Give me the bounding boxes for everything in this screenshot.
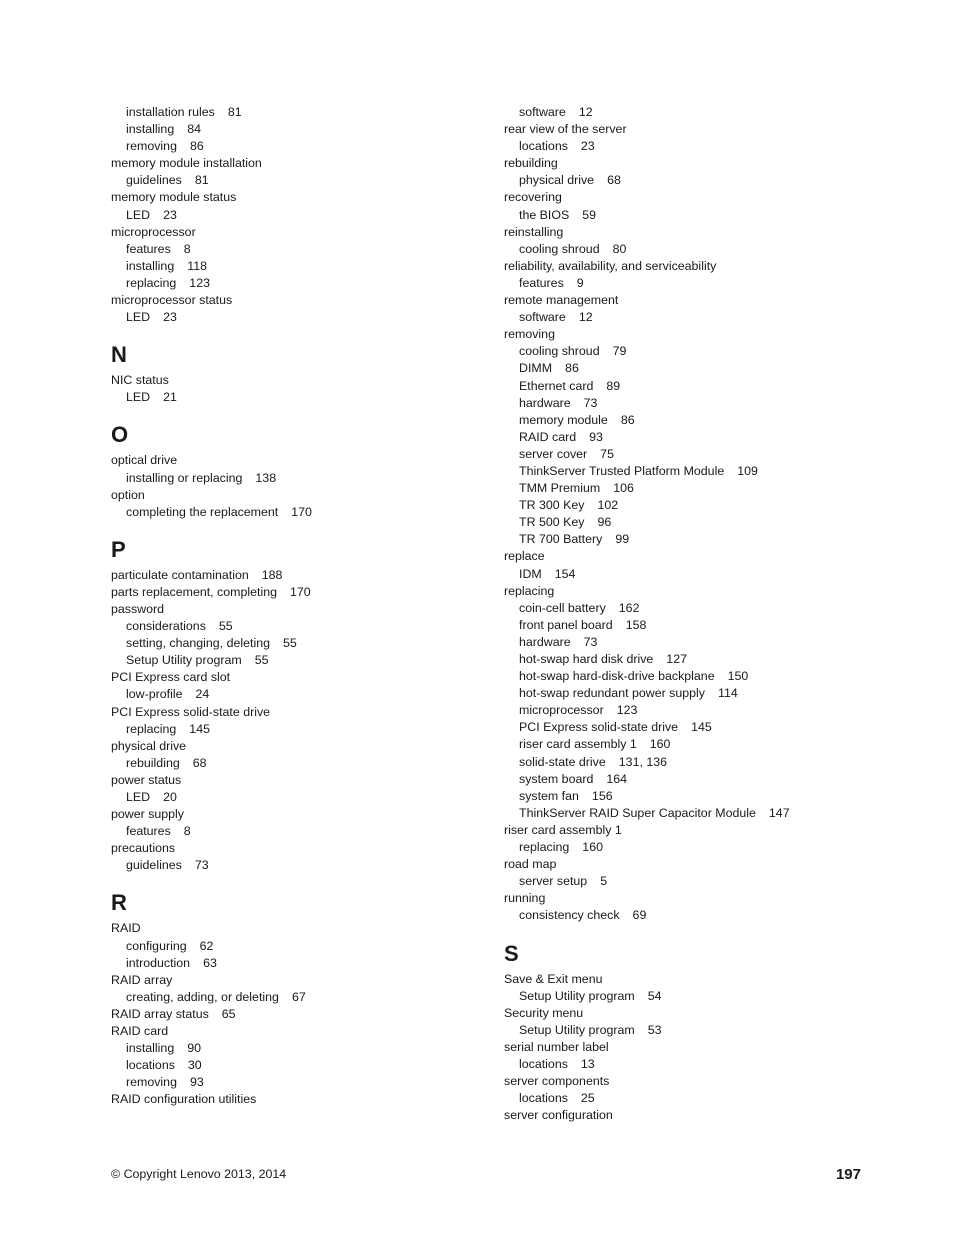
index-term: front panel board xyxy=(519,617,613,632)
index-entry xyxy=(504,1107,904,1124)
index-term: Setup Utility program xyxy=(519,988,635,1003)
index-entry xyxy=(504,326,904,343)
index-term: option xyxy=(111,487,145,502)
index-page-ref[interactable]: 12 xyxy=(578,310,593,325)
index-term: replacing xyxy=(126,721,177,736)
index-term: riser card assembly 1 xyxy=(519,737,637,752)
index-page-ref[interactable]: 73 xyxy=(583,634,598,649)
index-term: IDM xyxy=(519,566,542,581)
index-subentry xyxy=(504,651,904,668)
index-term: configuring xyxy=(126,938,187,953)
index-term: installing xyxy=(126,1041,175,1056)
index-subentry xyxy=(504,207,904,224)
index-subentry xyxy=(504,1022,904,1039)
index-term: PCI Express card slot xyxy=(111,670,231,685)
index-subentry xyxy=(504,754,904,771)
index-page-ref[interactable]: 106 xyxy=(613,481,634,496)
index-entry xyxy=(504,155,904,172)
index-subentry xyxy=(504,241,904,258)
index-page-ref[interactable]: 69 xyxy=(632,908,647,923)
index-subentry xyxy=(111,309,481,326)
index-term: memory module xyxy=(519,412,608,427)
index-subentry xyxy=(504,873,904,890)
index-page-ref[interactable]: 96 xyxy=(597,515,612,530)
index-term: completing the replacement xyxy=(126,504,279,519)
index-page-ref[interactable]: 188 xyxy=(261,567,283,582)
index-term: software xyxy=(519,310,566,325)
index-entry xyxy=(111,1006,481,1023)
index-subentry xyxy=(504,360,904,377)
index-term: hot-swap hard disk drive xyxy=(519,652,654,666)
index-subentry xyxy=(111,755,481,772)
index-subentry xyxy=(111,172,481,189)
index-term: DIMM xyxy=(519,361,553,376)
index-page-ref[interactable]: 68 xyxy=(192,755,207,770)
index-page-ref[interactable]: 154 xyxy=(554,566,576,581)
index-page-ref[interactable]: 84 xyxy=(187,122,202,137)
index-entry xyxy=(504,258,904,275)
index-term: features xyxy=(126,824,171,839)
index-term: memory module installation xyxy=(111,156,262,171)
index-term: TMM Premium xyxy=(519,481,601,496)
index-term: serial number label xyxy=(504,1039,609,1054)
index-subentry xyxy=(111,1040,481,1057)
index-term: system board xyxy=(519,771,594,786)
index-page-ref[interactable]: 147 xyxy=(768,805,790,820)
index-page-ref[interactable]: 81 xyxy=(194,173,209,188)
index-page-ref[interactable]: 59 xyxy=(582,207,597,222)
index-page-ref[interactable]: 23 xyxy=(163,207,177,222)
index-term: locations xyxy=(519,1056,568,1071)
index-subentry xyxy=(504,771,904,788)
index-page-ref[interactable]: 12 xyxy=(578,105,593,119)
index-term: LED xyxy=(126,790,151,804)
index-entry xyxy=(111,601,481,618)
index-page-ref[interactable]: 93 xyxy=(189,1075,204,1090)
index-page-ref[interactable]: 127 xyxy=(666,652,687,666)
index-entry xyxy=(504,1005,904,1022)
index-term: reliability, availability, and serviceability xyxy=(504,258,717,273)
index-subentry xyxy=(504,617,904,634)
index-term: rebuilding xyxy=(504,156,558,171)
index-page-ref[interactable]: 13 xyxy=(580,1056,595,1071)
index-term: rear view of the server xyxy=(504,122,627,137)
index-term: microprocessor xyxy=(111,224,196,239)
index-subentry xyxy=(504,1056,904,1073)
index-page-ref[interactable]: 156 xyxy=(591,788,613,803)
index-term: RAID xyxy=(111,921,141,936)
index-page-ref[interactable]: 55 xyxy=(254,653,269,668)
index-term: features xyxy=(126,241,171,256)
index-subentry xyxy=(504,497,904,514)
index-term: coin-cell battery xyxy=(519,600,606,615)
index-subentry xyxy=(504,988,904,1005)
section-letter-heading: P xyxy=(111,536,126,562)
index-term: consistency check xyxy=(519,908,620,923)
section-letter-heading: R xyxy=(111,890,127,916)
index-page-ref[interactable]: 73 xyxy=(583,395,598,410)
index-term: password xyxy=(111,601,165,616)
index-term: hot-swap hard-disk-drive backplane xyxy=(519,669,715,684)
index-term: replace xyxy=(504,549,545,564)
index-subentry xyxy=(504,668,904,685)
index-subentry xyxy=(111,389,481,406)
index-entry xyxy=(111,487,481,504)
index-subentry xyxy=(111,686,481,703)
index-entry xyxy=(504,1073,904,1090)
index-term: server setup xyxy=(519,874,588,889)
page-number: 197 xyxy=(835,1166,861,1183)
index-term: Setup Utility program xyxy=(126,653,242,668)
index-term: road map xyxy=(504,857,557,872)
index-subentry xyxy=(504,566,904,583)
index-entry xyxy=(504,548,904,565)
index-page-ref[interactable]: 90 xyxy=(187,1041,202,1056)
index-term: Ethernet card xyxy=(519,378,594,393)
index-subentry xyxy=(504,395,904,412)
index-page-ref[interactable]: 20 xyxy=(163,790,177,804)
index-term: server components xyxy=(504,1074,610,1089)
index-column-left xyxy=(111,104,481,1109)
index-entry xyxy=(504,1039,904,1056)
index-term: Save & Exit menu xyxy=(504,971,603,986)
index-term: remote management xyxy=(504,293,619,308)
index-term: hot-swap redundant power supply xyxy=(519,686,705,701)
index-page-ref[interactable]: 55 xyxy=(218,619,233,634)
index-entry xyxy=(504,189,904,206)
index-page-ref[interactable]: 21 xyxy=(163,390,177,405)
index-page-ref[interactable]: 9 xyxy=(576,275,584,290)
index-term: guidelines xyxy=(126,173,182,188)
index-subentry xyxy=(504,634,904,651)
index-entry xyxy=(504,971,904,988)
index-term: memory module status xyxy=(111,190,237,205)
footer-copyright: © Copyright Lenovo 2013, 2014 xyxy=(111,1167,287,1181)
index-subentry xyxy=(111,635,481,652)
index-term: installing xyxy=(126,258,175,273)
index-page-ref[interactable]: 162 xyxy=(618,600,640,615)
index-page-ref[interactable]: 23 xyxy=(163,310,177,325)
index-term: server cover xyxy=(519,446,588,461)
index-page-ref[interactable]: 62 xyxy=(199,938,214,953)
index-term: microprocessor xyxy=(519,703,604,718)
index-term: Security menu xyxy=(504,1005,584,1020)
index-entry xyxy=(504,224,904,241)
index-entry xyxy=(111,772,481,789)
index-term: LED xyxy=(126,207,151,222)
index-page-ref[interactable]: 86 xyxy=(620,412,635,427)
index-term: TR 700 Battery xyxy=(519,532,603,547)
section-letter-heading: O xyxy=(111,422,129,448)
index-page-ref[interactable]: 93 xyxy=(589,429,603,444)
index-page-ref[interactable]: 73 xyxy=(194,858,209,873)
index-page-ref[interactable]: 145 xyxy=(691,720,712,735)
index-subentry xyxy=(111,104,481,121)
index-page-ref[interactable]: 75 xyxy=(600,446,614,461)
index-entry xyxy=(111,292,481,309)
index-term: locations xyxy=(519,1091,568,1106)
index-subentry xyxy=(504,138,904,155)
index-entry xyxy=(504,822,904,839)
index-entry xyxy=(504,890,904,907)
index-entry xyxy=(111,224,481,241)
index-page-ref[interactable]: 114 xyxy=(717,686,738,701)
index-page-ref[interactable]: 55 xyxy=(282,636,297,651)
index-entry xyxy=(111,806,481,823)
index-term: LED xyxy=(126,310,151,325)
index-entry xyxy=(111,372,481,389)
index-term: replacing xyxy=(126,275,177,290)
index-page-ref[interactable]: 138 xyxy=(255,470,277,485)
index-entry xyxy=(504,583,904,600)
index-term: LED xyxy=(126,390,151,405)
index-subentry xyxy=(504,907,904,924)
index-term: riser card assembly 1 xyxy=(504,822,622,837)
index-entry xyxy=(504,856,904,873)
index-subentry xyxy=(111,823,481,840)
index-subentry xyxy=(111,138,481,155)
index-page-ref[interactable]: 24 xyxy=(195,687,210,702)
index-term: considerations xyxy=(126,619,206,634)
index-term: recovering xyxy=(504,190,562,205)
index-term: removing xyxy=(126,1075,177,1090)
index-subentry xyxy=(111,989,481,1006)
index-page-ref[interactable]: 131, 136 xyxy=(618,754,668,769)
index-subentry xyxy=(111,618,481,635)
index-subentry xyxy=(111,789,481,806)
index-subentry xyxy=(111,470,481,487)
index-term: removing xyxy=(126,139,177,154)
index-subentry xyxy=(504,685,904,702)
index-subentry xyxy=(504,839,904,856)
index-entry xyxy=(111,189,481,206)
index-subentry xyxy=(504,719,904,736)
index-page-ref[interactable]: 109 xyxy=(737,463,758,478)
index-page-ref[interactable]: 170 xyxy=(291,504,312,519)
index-entry xyxy=(111,584,481,601)
index-term: cooling shroud xyxy=(519,344,600,359)
index-term: ThinkServer Trusted Platform Module xyxy=(519,463,725,478)
index-term: setting, changing, deleting xyxy=(126,636,270,651)
index-term: physical drive xyxy=(519,173,595,188)
index-term: server configuration xyxy=(504,1108,613,1123)
index-term: RAID card xyxy=(111,1024,169,1039)
index-subentry xyxy=(504,805,904,822)
index-entry xyxy=(111,567,481,584)
index-entry xyxy=(111,155,481,172)
index-term: RAID array xyxy=(111,972,173,987)
index-subentry xyxy=(111,955,481,972)
index-page-ref[interactable]: 54 xyxy=(647,988,662,1003)
index-entry xyxy=(111,1023,481,1040)
section-letter-heading: S xyxy=(504,940,519,966)
index-entry xyxy=(111,452,481,469)
index-term: RAID card xyxy=(519,429,577,444)
index-term: introduction xyxy=(126,955,191,970)
index-term: ThinkServer RAID Super Capacitor Module xyxy=(519,805,756,820)
index-subentry xyxy=(111,207,481,224)
index-term: particulate contamination xyxy=(111,567,249,582)
index-entry xyxy=(111,1091,481,1108)
index-page-ref[interactable]: 53 xyxy=(647,1022,662,1037)
index-page-ref[interactable]: 79 xyxy=(612,344,627,359)
index-term: PCI Express solid-state drive xyxy=(519,720,679,735)
section-letter-heading: N xyxy=(111,342,127,368)
index-subentry xyxy=(111,1057,481,1074)
index-subentry xyxy=(504,600,904,617)
index-subentry xyxy=(504,480,904,497)
index-subentry xyxy=(111,857,481,874)
index-page-ref[interactable]: 68 xyxy=(607,173,621,188)
index-term: the BIOS xyxy=(519,207,570,222)
index-page-ref[interactable]: 145 xyxy=(189,721,210,736)
index-term: installing xyxy=(126,122,175,137)
index-subentry xyxy=(504,702,904,719)
index-term: TR 500 Key xyxy=(519,515,585,530)
index-page-ref[interactable]: 164 xyxy=(606,771,628,786)
index-subentry xyxy=(111,652,481,669)
index-page-ref[interactable]: 30 xyxy=(187,1058,202,1073)
index-page-ref[interactable]: 150 xyxy=(727,669,749,684)
index-term: physical drive xyxy=(111,738,187,753)
index-page-ref[interactable]: 160 xyxy=(649,737,671,752)
index-entry xyxy=(504,292,904,309)
index-term: Setup Utility program xyxy=(519,1022,635,1037)
index-term: low-profile xyxy=(126,687,183,702)
index-term: microprocessor status xyxy=(111,293,233,308)
index-subentry xyxy=(111,938,481,955)
index-term: installing or replacing xyxy=(126,470,243,485)
index-entry xyxy=(111,920,481,937)
index-subentry xyxy=(504,463,904,480)
index-page-ref[interactable]: 89 xyxy=(606,378,621,393)
index-term: hardware xyxy=(519,395,571,410)
index-term: RAID array status xyxy=(111,1006,209,1021)
index-term: installation rules xyxy=(126,105,215,119)
index-term: PCI Express solid-state drive xyxy=(111,704,271,719)
index-page-ref[interactable]: 170 xyxy=(289,584,311,599)
index-term: power status xyxy=(111,772,182,787)
index-page-ref[interactable]: 65 xyxy=(221,1006,236,1021)
index-subentry xyxy=(504,736,904,753)
index-term: TR 300 Key xyxy=(519,498,585,513)
index-subentry xyxy=(111,275,481,292)
index-term: power supply xyxy=(111,807,185,822)
index-subentry xyxy=(504,343,904,360)
index-page-ref[interactable]: 160 xyxy=(582,840,603,855)
index-subentry xyxy=(504,788,904,805)
index-column-right xyxy=(504,104,904,1124)
index-subentry xyxy=(504,412,904,429)
index-entry xyxy=(111,840,481,857)
index-term: features xyxy=(519,275,564,290)
index-subentry xyxy=(111,1074,481,1091)
index-term: locations xyxy=(126,1058,175,1073)
index-term: cooling shroud xyxy=(519,241,600,256)
index-entry xyxy=(111,738,481,755)
index-term: running xyxy=(504,891,546,906)
index-page-ref[interactable]: 67 xyxy=(291,989,306,1004)
index-page-ref[interactable]: 86 xyxy=(565,361,579,376)
index-entry xyxy=(504,121,904,138)
index-subentry xyxy=(504,1090,904,1107)
index-entry xyxy=(111,669,481,686)
index-page-ref[interactable]: 8 xyxy=(183,241,191,256)
index-term: reinstalling xyxy=(504,224,564,239)
index-term: solid-state drive xyxy=(519,754,606,769)
index-subentry xyxy=(111,121,481,138)
index-subentry xyxy=(504,514,904,531)
index-term: hardware xyxy=(519,634,571,649)
index-page-ref[interactable]: 25 xyxy=(580,1091,595,1106)
index-entry xyxy=(111,704,481,721)
index-entry xyxy=(111,972,481,989)
index-term: creating, adding, or deleting xyxy=(126,989,279,1004)
index-page-ref[interactable]: 99 xyxy=(615,532,630,547)
index-subentry xyxy=(504,378,904,395)
index-term: rebuilding xyxy=(126,755,180,770)
index-subentry xyxy=(504,446,904,463)
index-subentry xyxy=(504,104,904,121)
index-page-ref[interactable]: 81 xyxy=(227,105,242,119)
index-subentry xyxy=(111,241,481,258)
index-subentry xyxy=(504,429,904,446)
index-page-ref[interactable]: 5 xyxy=(600,874,608,889)
index-term: locations xyxy=(519,139,568,154)
index-term: parts replacement, completing xyxy=(111,584,277,599)
index-page-ref[interactable]: 80 xyxy=(612,241,627,256)
index-term: NIC status xyxy=(111,373,169,388)
index-term: software xyxy=(519,105,566,119)
index-page-ref[interactable]: 123 xyxy=(189,275,210,290)
index-term: optical drive xyxy=(111,453,178,468)
index-term: system fan xyxy=(519,788,579,803)
index-page-ref[interactable]: 158 xyxy=(625,617,647,632)
index-page-ref[interactable]: 8 xyxy=(183,824,191,839)
index-subentry xyxy=(111,258,481,275)
index-term: precautions xyxy=(111,841,176,856)
index-subentry xyxy=(504,531,904,548)
index-term: RAID configuration utilities xyxy=(111,1092,257,1107)
index-subentry xyxy=(111,504,481,521)
index-page-ref[interactable]: 63 xyxy=(203,955,217,970)
index-term: removing xyxy=(504,327,555,342)
index-subentry xyxy=(111,721,481,738)
index-term: guidelines xyxy=(126,858,182,873)
index-term: replacing xyxy=(519,840,570,855)
index-subentry xyxy=(504,275,904,292)
index-page-ref[interactable]: 102 xyxy=(597,498,619,513)
index-page-ref[interactable]: 118 xyxy=(187,258,207,273)
index-subentry xyxy=(504,309,904,326)
index-subentry xyxy=(504,172,904,189)
index-page-ref[interactable]: 123 xyxy=(616,703,638,718)
index-page-ref[interactable]: 23 xyxy=(580,139,595,154)
index-page-ref[interactable]: 86 xyxy=(189,139,204,154)
index-term: replacing xyxy=(504,583,555,598)
